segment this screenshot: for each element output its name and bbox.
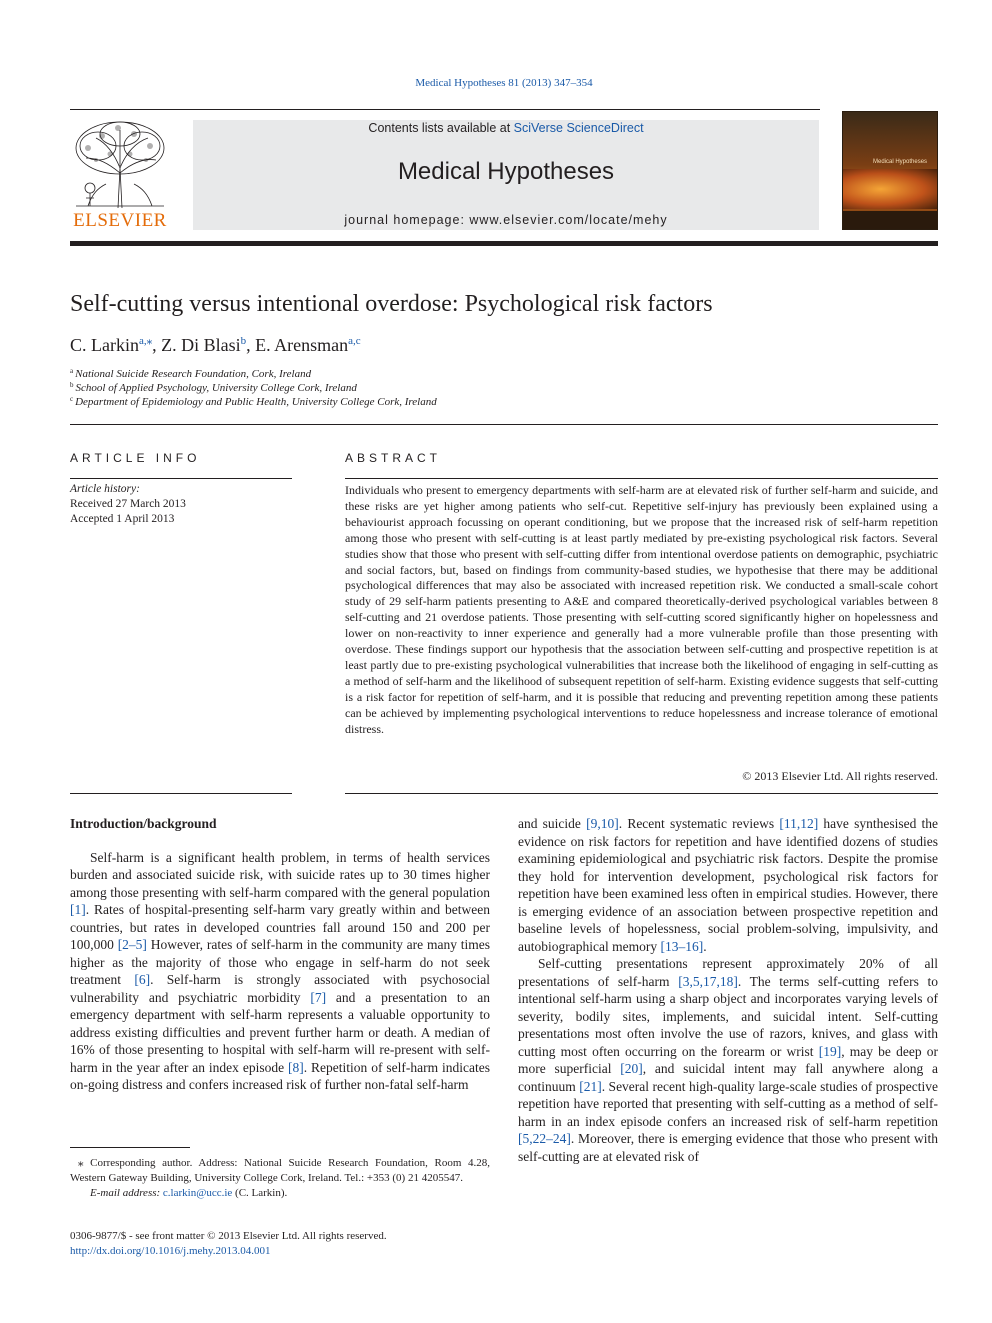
affiliation-key: c [70, 395, 74, 403]
paragraph-text: and a presentation to an emergency department with self-harm represents a valuable opportunity to address existing difficulties and prevent further harm or death. A median of 16% of those presenting to hospital with self-harm will re-present with self-harm in the year after an index episode [70, 989, 490, 1075]
paragraph-text: and suicide [518, 816, 587, 831]
paragraph-text: . The terms self-cutting refers to intentional self-harm using a sharp object and incorporates varying levels of severity, bodily sites, implements, and suicidal intent. Self-cutting presentations most often involve the use of razors, knives, and glass with cutting most often occurring on the forearm or wrist [518, 973, 939, 1059]
author-name[interactable]: C. Larkin [70, 335, 139, 355]
email-row [70, 1186, 490, 1201]
paragraph-text: . Self-harm is strongly associated with psychosocial vulnerability and psychiatric morbidity [70, 972, 490, 1005]
paragraph-text: Self-harm is a significant health problem, in terms of health services burden and associated suicide risk, with suicide rates up to 30 times higher among those presenting with self-harm compared with the general population [70, 849, 490, 900]
affiliation-key: b [70, 381, 74, 389]
issn-line: 0306-9877/$ - see front matter © 2013 Elsevier Ltd. All rights reserved. [70, 1230, 387, 1242]
email-label: E-mail address: [90, 1187, 163, 1199]
citation-link[interactable]: [21] [579, 1078, 602, 1094]
affiliation-text: School of Applied Psychology, University College Cork, Ireland [75, 382, 357, 394]
affiliation [70, 381, 357, 394]
section-heading: Introduction/background [70, 816, 217, 831]
email-link[interactable]: c.larkin@ucc.ie [162, 1187, 233, 1199]
paragraph-text: have synthesised the evidence on risk factors for repetition and have identified dozens of studies examining epidemiological and psychiatric risk factors. Despite the promise they hold for intervention development, psychological risk factors for repetition have been examined less often in empirical studies. However, there is emerging evidence of an association between prospective repetition and baseline levels of hopelessness, social problem-solving, impulsivity, and autobiographical memory [518, 816, 939, 954]
header-rule [70, 109, 820, 110]
affiliation [70, 395, 437, 408]
corresponding-author-footnote [70, 1156, 490, 1201]
paragraph-text: . Repetition of self-harm indicates on-going distress and confers increased risk of further non-fatal self-harm [70, 1059, 490, 1092]
article-history [70, 482, 186, 527]
article-info-bottom-rule [70, 793, 292, 794]
paragraph-text: . Recent systematic reviews [618, 816, 780, 831]
abstract-rule [345, 478, 938, 479]
body-paragraph [518, 955, 938, 1165]
contents-line [193, 121, 819, 135]
author-affiliation-marker[interactable]: b [240, 335, 247, 347]
citation-link[interactable]: [8] [288, 1059, 304, 1075]
citation-link[interactable]: [13–16] [660, 938, 704, 954]
paragraph-text: , may be deep or more superficial [518, 1043, 938, 1076]
author-list [70, 334, 361, 356]
paragraph-text: , and suicidal intent may fall anywhere along a continuum [518, 1061, 938, 1094]
elsevier-tree-icon [68, 118, 172, 210]
history-label: Article history: [70, 483, 140, 495]
abstract-heading: ABSTRACT [345, 451, 442, 465]
article-title: Self-cutting versus intentional overdose: Psychological risk factors [70, 291, 713, 317]
body-paragraph [70, 849, 490, 1094]
article-info-heading: ARTICLE INFO [70, 451, 201, 465]
elsevier-logo [68, 118, 172, 232]
citation-link[interactable]: [20] [620, 1061, 643, 1076]
footnote-rule [70, 1147, 190, 1148]
affiliation-text: Department of Epidemiology and Public Health, University College Cork, Ireland [75, 396, 437, 408]
affiliation-key: a [70, 367, 74, 375]
paragraph-text: . Several recent high-quality large-scale studies of prospective repetition have reported that presenting with self-cutting as a method of self-harm in an index episode confers an increased risk of self-harm repetition [518, 1078, 938, 1129]
paragraph-text: . Moreover, there is emerging evidence that those who present with self-cutting are at elevated risk of [518, 1131, 938, 1164]
sciencedirect-link[interactable]: SciVerse ScienceDirect [513, 121, 644, 135]
publication-meta [70, 1229, 387, 1258]
journal-homepage[interactable]: journal homepage: www.elsevier.com/locate/mehy [344, 213, 668, 227]
citation-link[interactable]: [19] [818, 1043, 842, 1059]
citation-link[interactable]: [9,10] [586, 816, 619, 831]
journal-masthead [193, 120, 819, 230]
author-separator: , [152, 335, 162, 355]
body-paragraph [518, 815, 938, 955]
author-name[interactable]: Z. Di Blasi [161, 335, 241, 355]
abstract-bottom-rule [345, 793, 938, 794]
affiliation [70, 367, 311, 380]
affiliation-text: National Suicide Research Foundation, Cork, Ireland [75, 368, 312, 380]
author-affiliation-marker[interactable]: a,⁎ [139, 335, 153, 347]
contents-prefix: Contents lists available at [368, 121, 514, 135]
paragraph-text: . [703, 938, 707, 954]
body-column-left [70, 815, 490, 1094]
cover-artwork [843, 169, 937, 209]
cover-title: Medical Hypotheses [873, 159, 928, 165]
citation-link[interactable]: [2–5] [117, 937, 147, 952]
journal-cover-image [842, 111, 938, 230]
body-column-right [518, 815, 938, 1165]
article-info-rule [70, 478, 292, 479]
corresponding-author-text: ⁎ Corresponding author. Address: National Suicide Research Foundation, Room 4.28, Western Gateway Building, University College Cork, Ireland. Tel.: +353 (0) 21 4205547. [70, 1157, 490, 1184]
author-name[interactable]: E. Arensman [255, 335, 349, 355]
journal-citation[interactable]: Medical Hypotheses 81 (2013) 347–354 [415, 77, 593, 89]
received-date: Received 27 March 2013 [70, 498, 186, 510]
elsevier-wordmark: ELSEVIER [73, 210, 167, 231]
author-affiliation-marker[interactable]: a,c [348, 335, 361, 347]
doi-link[interactable]: http://dx.doi.org/10.1016/j.mehy.2013.04.001 [70, 1244, 271, 1257]
paragraph-text: However, rates of self-harm in the community are many times higher as the majority of those who engage in self-harm do not seek treatment [70, 937, 490, 987]
citation-link[interactable]: [6] [134, 972, 151, 987]
citation-link[interactable]: [11,12] [779, 816, 819, 831]
citation-link[interactable]: [1] [70, 902, 86, 917]
paragraph-text: . Rates of hospital-presenting self-harm vary greatly within and between countries, but rates in developed countries fall around 150 and 200 per 100,000 [70, 902, 490, 952]
masthead-rule [70, 241, 938, 246]
paragraph-text: Self-cutting presentations represent approximately 20% of all presentations of self-harm [518, 956, 938, 989]
accepted-date: Accepted 1 April 2013 [70, 513, 175, 525]
citation-link[interactable]: [7] [310, 989, 327, 1005]
copyright-notice: © 2013 Elsevier Ltd. All rights reserved. [742, 769, 938, 783]
cover-footer [843, 211, 937, 229]
email-suffix: (C. Larkin). [232, 1187, 288, 1199]
journal-name: Medical Hypotheses [397, 158, 615, 185]
author-separator: , [246, 335, 256, 355]
citation-link[interactable]: [3,5,17,18] [678, 973, 738, 989]
abstract-text: Individuals who present to emergency departments with self-harm are at elevated risk of further self-harm and suicide, and these risks are yet higher among patients who self-cut. Repetitive self-injury has previously been explained using a behaviourist approach focussing on operant conditioning, but we propose that the increased risk of self-harm repetition among those who present with self-cutting is at least partly mediated by pre-existing psychological risk factors. Several studies show that those who present with self-cutting differ from intentional overdose patients on demographic, psychiatric and social factors, but, based on findings from community-based studies, we hypothesise that there may be additional psychological differences that may also be associated with increased repetition risk. We conducted a small-scale cohort study of 29 self-harm patients presenting to A&E and compared theoretically-derived psychological variables between 8 self-cutting and 21 overdose patients. Those presenting with self-cutting scored significantly higher on hopelessness and lower on non-reactivity to inner experience and generally had a more vulnerable profile than those presenting with overdose. These findings support our hypothesis that the association between self-cutting and prospective repetition is at least partly due to pre-existing psychological vulnerabilities that increase both the likelihood of engaging in self-cutting as a method of self-harm and the likelihood of subsequent repetition of self-harm. Existing evidence suggests that self-cutting is a risk factor for repetition of self-harm, and it is possible that reducing and preventing repetition among these patients can be achieved by implementing psychological interventions to reduce hopelessness and increase tolerance of emotional distress. [345, 483, 938, 736]
section-rule [70, 424, 938, 425]
citation-link[interactable]: [5,22–24] [518, 1131, 571, 1146]
